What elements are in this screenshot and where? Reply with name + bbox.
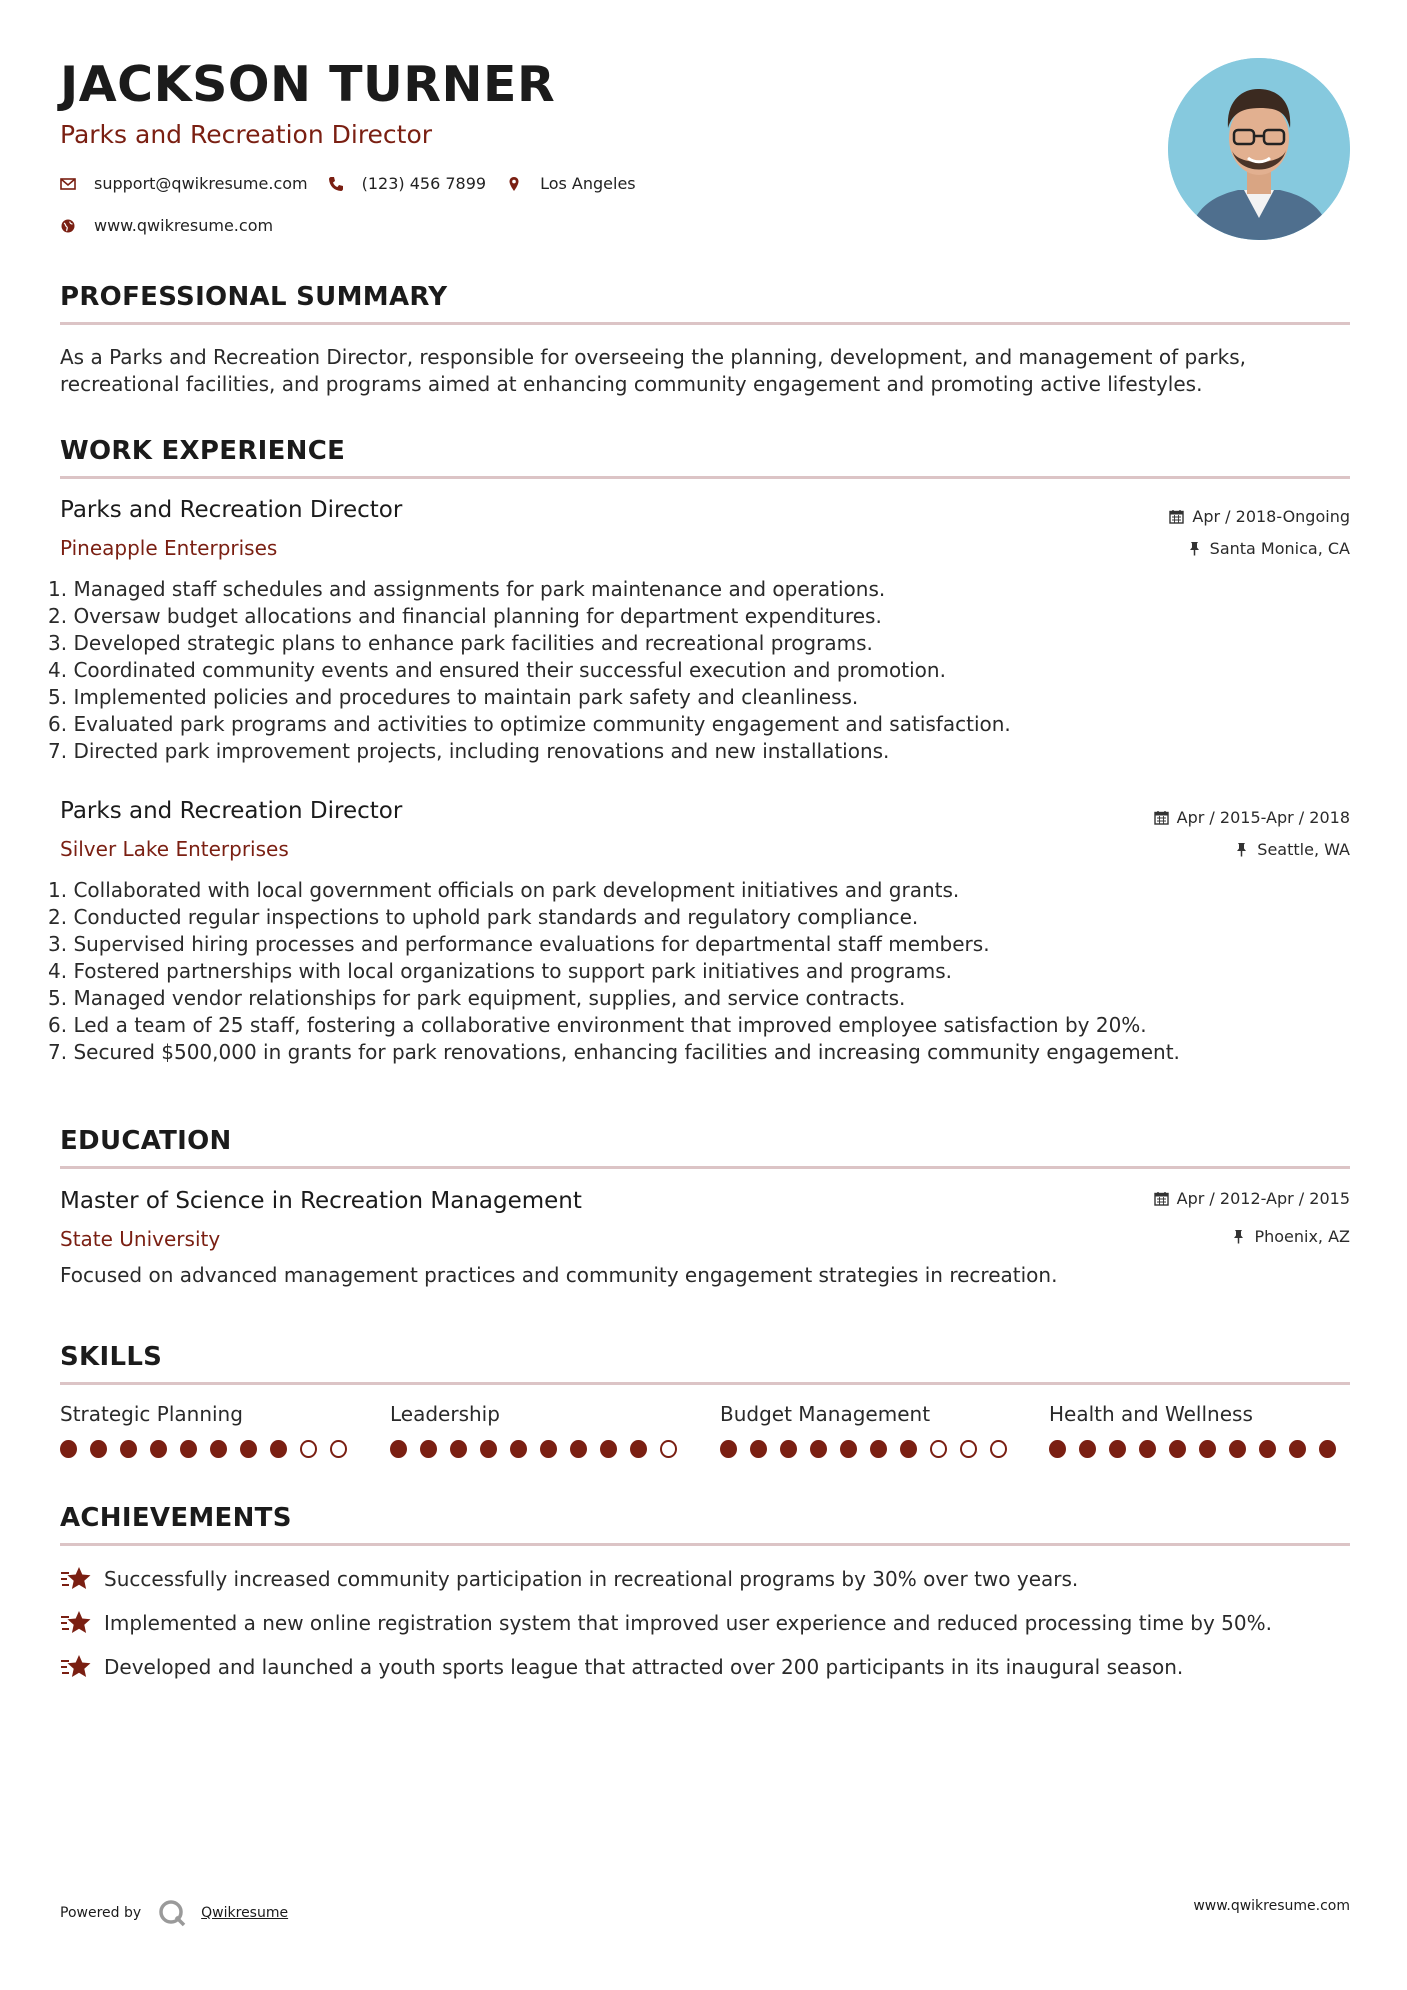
- section-divider: [60, 1166, 1350, 1169]
- job-location-text: Seattle, WA: [1257, 840, 1350, 859]
- list-item: 4. Fostered partnerships with local organizations to support park initiatives and programs.: [48, 959, 952, 983]
- education-location: [1231, 1227, 1350, 1246]
- map-pin-icon: [506, 176, 522, 192]
- rating-dot-filled: [720, 1440, 737, 1458]
- job-dates: [1169, 507, 1350, 526]
- rating-dot-filled: [210, 1440, 227, 1458]
- rating-dot-filled: [180, 1440, 197, 1458]
- achievement-text: Successfully increased community participation in recreational programs by 30% over two years.: [104, 1567, 1079, 1591]
- footer-site[interactable]: www.qwikresume.com: [1193, 1898, 1350, 1914]
- degree-title: Master of Science in Recreation Management: [60, 1188, 582, 1214]
- star-icon: [60, 1653, 92, 1681]
- job-bullets: [48, 576, 1011, 765]
- rating-dot-filled: [1289, 1440, 1306, 1458]
- calendar-icon: [1154, 810, 1169, 825]
- list-item: 1. Managed staff schedules and assignments for park maintenance and operations.: [48, 577, 886, 601]
- skill-name: Leadership: [390, 1402, 500, 1426]
- experience-heading: WORK EXPERIENCE: [60, 436, 346, 466]
- skill-name: Budget Management: [720, 1402, 931, 1426]
- list-item: 5. Managed vendor relationships for park equipment, supplies, and service contracts.: [48, 986, 906, 1010]
- list-item: 2. Oversaw budget allocations and financial planning for department expenditures.: [48, 604, 882, 628]
- rating-dot-empty: [960, 1440, 977, 1458]
- rating-dot-filled: [870, 1440, 887, 1458]
- rating-dot-empty: [660, 1440, 677, 1458]
- phone-icon: [328, 176, 344, 192]
- rating-dot-filled: [150, 1440, 167, 1458]
- rating-dot-filled: [630, 1440, 647, 1458]
- rating-dot-filled: [240, 1440, 257, 1458]
- list-item: 7. Directed park improvement projects, including renovations and new installations.: [48, 739, 890, 763]
- rating-dot-filled: [1139, 1440, 1156, 1458]
- phone-number: (123) 456 7899: [361, 174, 487, 193]
- rating-dot-filled: [900, 1440, 917, 1458]
- email-link[interactable]: support@qwikresume.com: [94, 174, 308, 193]
- envelope-icon: [60, 176, 76, 192]
- job-title: Parks and Recreation Director: [60, 798, 403, 824]
- rating-dot-filled: [450, 1440, 467, 1458]
- rating-dot-filled: [90, 1440, 107, 1458]
- star-icon: [60, 1609, 92, 1637]
- calendar-icon: [1154, 1191, 1169, 1206]
- profile-photo: [1168, 58, 1350, 240]
- rating-dot-filled: [120, 1440, 137, 1458]
- pushpin-icon: [1187, 541, 1202, 556]
- location-text: Los Angeles: [540, 174, 636, 193]
- job-dates-text: Apr / 2015-Apr / 2018: [1176, 808, 1350, 827]
- education-dates: [1154, 1189, 1350, 1208]
- rating-dot-filled: [270, 1440, 287, 1458]
- section-divider: [60, 1543, 1350, 1546]
- achievement-item: [60, 1565, 1078, 1593]
- rating-dot-filled: [1229, 1440, 1246, 1458]
- skill-name: Health and Wellness: [1049, 1402, 1253, 1426]
- skill-item: [60, 1402, 360, 1458]
- rating-dot-filled: [810, 1440, 827, 1458]
- qwikresume-link[interactable]: Qwikresume: [201, 1905, 289, 1921]
- list-item: 7. Secured $500,000 in grants for park renovations, enhancing facilities and increasing community engagement.: [48, 1040, 1180, 1064]
- skill-item: [1049, 1402, 1349, 1458]
- education-heading: EDUCATION: [60, 1126, 232, 1156]
- pushpin-icon: [1231, 1229, 1246, 1244]
- skills-heading: SKILLS: [60, 1342, 163, 1372]
- website-row: [60, 216, 293, 235]
- skill-rating: [390, 1440, 690, 1458]
- job-location-text: Santa Monica, CA: [1209, 539, 1350, 558]
- rating-dot-empty: [300, 1440, 317, 1458]
- rating-dot-filled: [1079, 1440, 1096, 1458]
- rating-dot-filled: [420, 1440, 437, 1458]
- skill-item: [390, 1402, 690, 1458]
- education-description: Focused on advanced management practices and community engagement strategies in recreation.: [60, 1263, 1058, 1287]
- list-item: 6. Led a team of 25 staff, fostering a collaborative environment that improved employee satisfaction by 20%.: [48, 1013, 1147, 1037]
- section-divider: [60, 322, 1350, 325]
- qwikresume-logo-icon: [157, 1898, 187, 1928]
- job-title: Parks and Recreation Director: [60, 497, 403, 523]
- list-item: 4. Coordinated community events and ensured their successful execution and promotion.: [48, 658, 946, 682]
- job-location: [1234, 840, 1350, 859]
- pushpin-icon: [1234, 842, 1249, 857]
- achievement-text: Implemented a new online registration system that improved user experience and reduced processing time by 50%.: [104, 1611, 1272, 1635]
- rating-dot-filled: [480, 1440, 497, 1458]
- section-divider: [60, 476, 1350, 479]
- company-name: Pineapple Enterprises: [60, 536, 278, 560]
- job-dates: [1154, 808, 1350, 827]
- achievement-item: [60, 1653, 1183, 1681]
- rating-dot-empty: [330, 1440, 347, 1458]
- achievement-item: [60, 1609, 1272, 1637]
- list-item: 3. Supervised hiring processes and performance evaluations for departmental staff members.: [48, 932, 990, 956]
- rating-dot-filled: [540, 1440, 557, 1458]
- star-icon: [60, 1565, 92, 1593]
- list-item: 5. Implemented policies and procedures to maintain park safety and cleanliness.: [48, 685, 859, 709]
- rating-dot-filled: [570, 1440, 587, 1458]
- job-location: [1187, 539, 1350, 558]
- skill-item: [720, 1402, 1020, 1458]
- job-dates-text: Apr / 2018-Ongoing: [1192, 507, 1350, 526]
- rating-dot-filled: [1109, 1440, 1126, 1458]
- section-divider: [60, 1382, 1350, 1385]
- rating-dot-filled: [510, 1440, 527, 1458]
- skill-rating: [720, 1440, 1020, 1458]
- website-link[interactable]: www.qwikresume.com: [94, 216, 274, 235]
- footer-brand: [60, 1898, 288, 1928]
- candidate-role: Parks and Recreation Director: [60, 120, 433, 149]
- rating-dot-filled: [600, 1440, 617, 1458]
- candidate-name: JACKSON TURNER: [60, 56, 556, 113]
- rating-dot-empty: [990, 1440, 1007, 1458]
- rating-dot-filled: [390, 1440, 407, 1458]
- education-dates-text: Apr / 2012-Apr / 2015: [1176, 1189, 1350, 1208]
- rating-dot-filled: [840, 1440, 857, 1458]
- achievement-text: Developed and launched a youth sports league that attracted over 200 participants in its inaugural season.: [104, 1655, 1184, 1679]
- rating-dot-filled: [1169, 1440, 1186, 1458]
- list-item: 6. Evaluated park programs and activities to optimize community engagement and satisfaction.: [48, 712, 1011, 736]
- calendar-icon: [1169, 509, 1184, 524]
- contact-row: [60, 174, 656, 193]
- school-name: State University: [60, 1227, 221, 1251]
- company-name: Silver Lake Enterprises: [60, 837, 289, 861]
- rating-dot-filled: [750, 1440, 767, 1458]
- education-location-text: Phoenix, AZ: [1254, 1227, 1350, 1246]
- rating-dot-filled: [1259, 1440, 1276, 1458]
- list-item: 3. Developed strategic plans to enhance park facilities and recreational programs.: [48, 631, 873, 655]
- list-item: 1. Collaborated with local government officials on park development initiatives and grants.: [48, 878, 960, 902]
- skill-rating: [1049, 1440, 1349, 1458]
- rating-dot-empty: [930, 1440, 947, 1458]
- achievements-heading: ACHIEVEMENTS: [60, 1503, 292, 1533]
- rating-dot-filled: [780, 1440, 797, 1458]
- job-bullets: [48, 877, 1180, 1066]
- skill-rating: [60, 1440, 360, 1458]
- list-item: 2. Conducted regular inspections to uphold park standards and regulatory compliance.: [48, 905, 919, 929]
- summary-heading: PROFESSIONAL SUMMARY: [60, 282, 448, 312]
- rating-dot-filled: [60, 1440, 77, 1458]
- rating-dot-filled: [1319, 1440, 1336, 1458]
- rating-dot-filled: [1199, 1440, 1216, 1458]
- summary-text: As a Parks and Recreation Director, responsible for overseeing the planning, development, and management of parks, recreational facilities, and programs aimed at enhancing community engagement and promoting active lifestyles.: [60, 345, 1247, 396]
- globe-icon: [60, 218, 76, 234]
- rating-dot-filled: [1049, 1440, 1066, 1458]
- skill-name: Strategic Planning: [60, 1402, 243, 1426]
- powered-by-label: Powered by: [60, 1905, 142, 1921]
